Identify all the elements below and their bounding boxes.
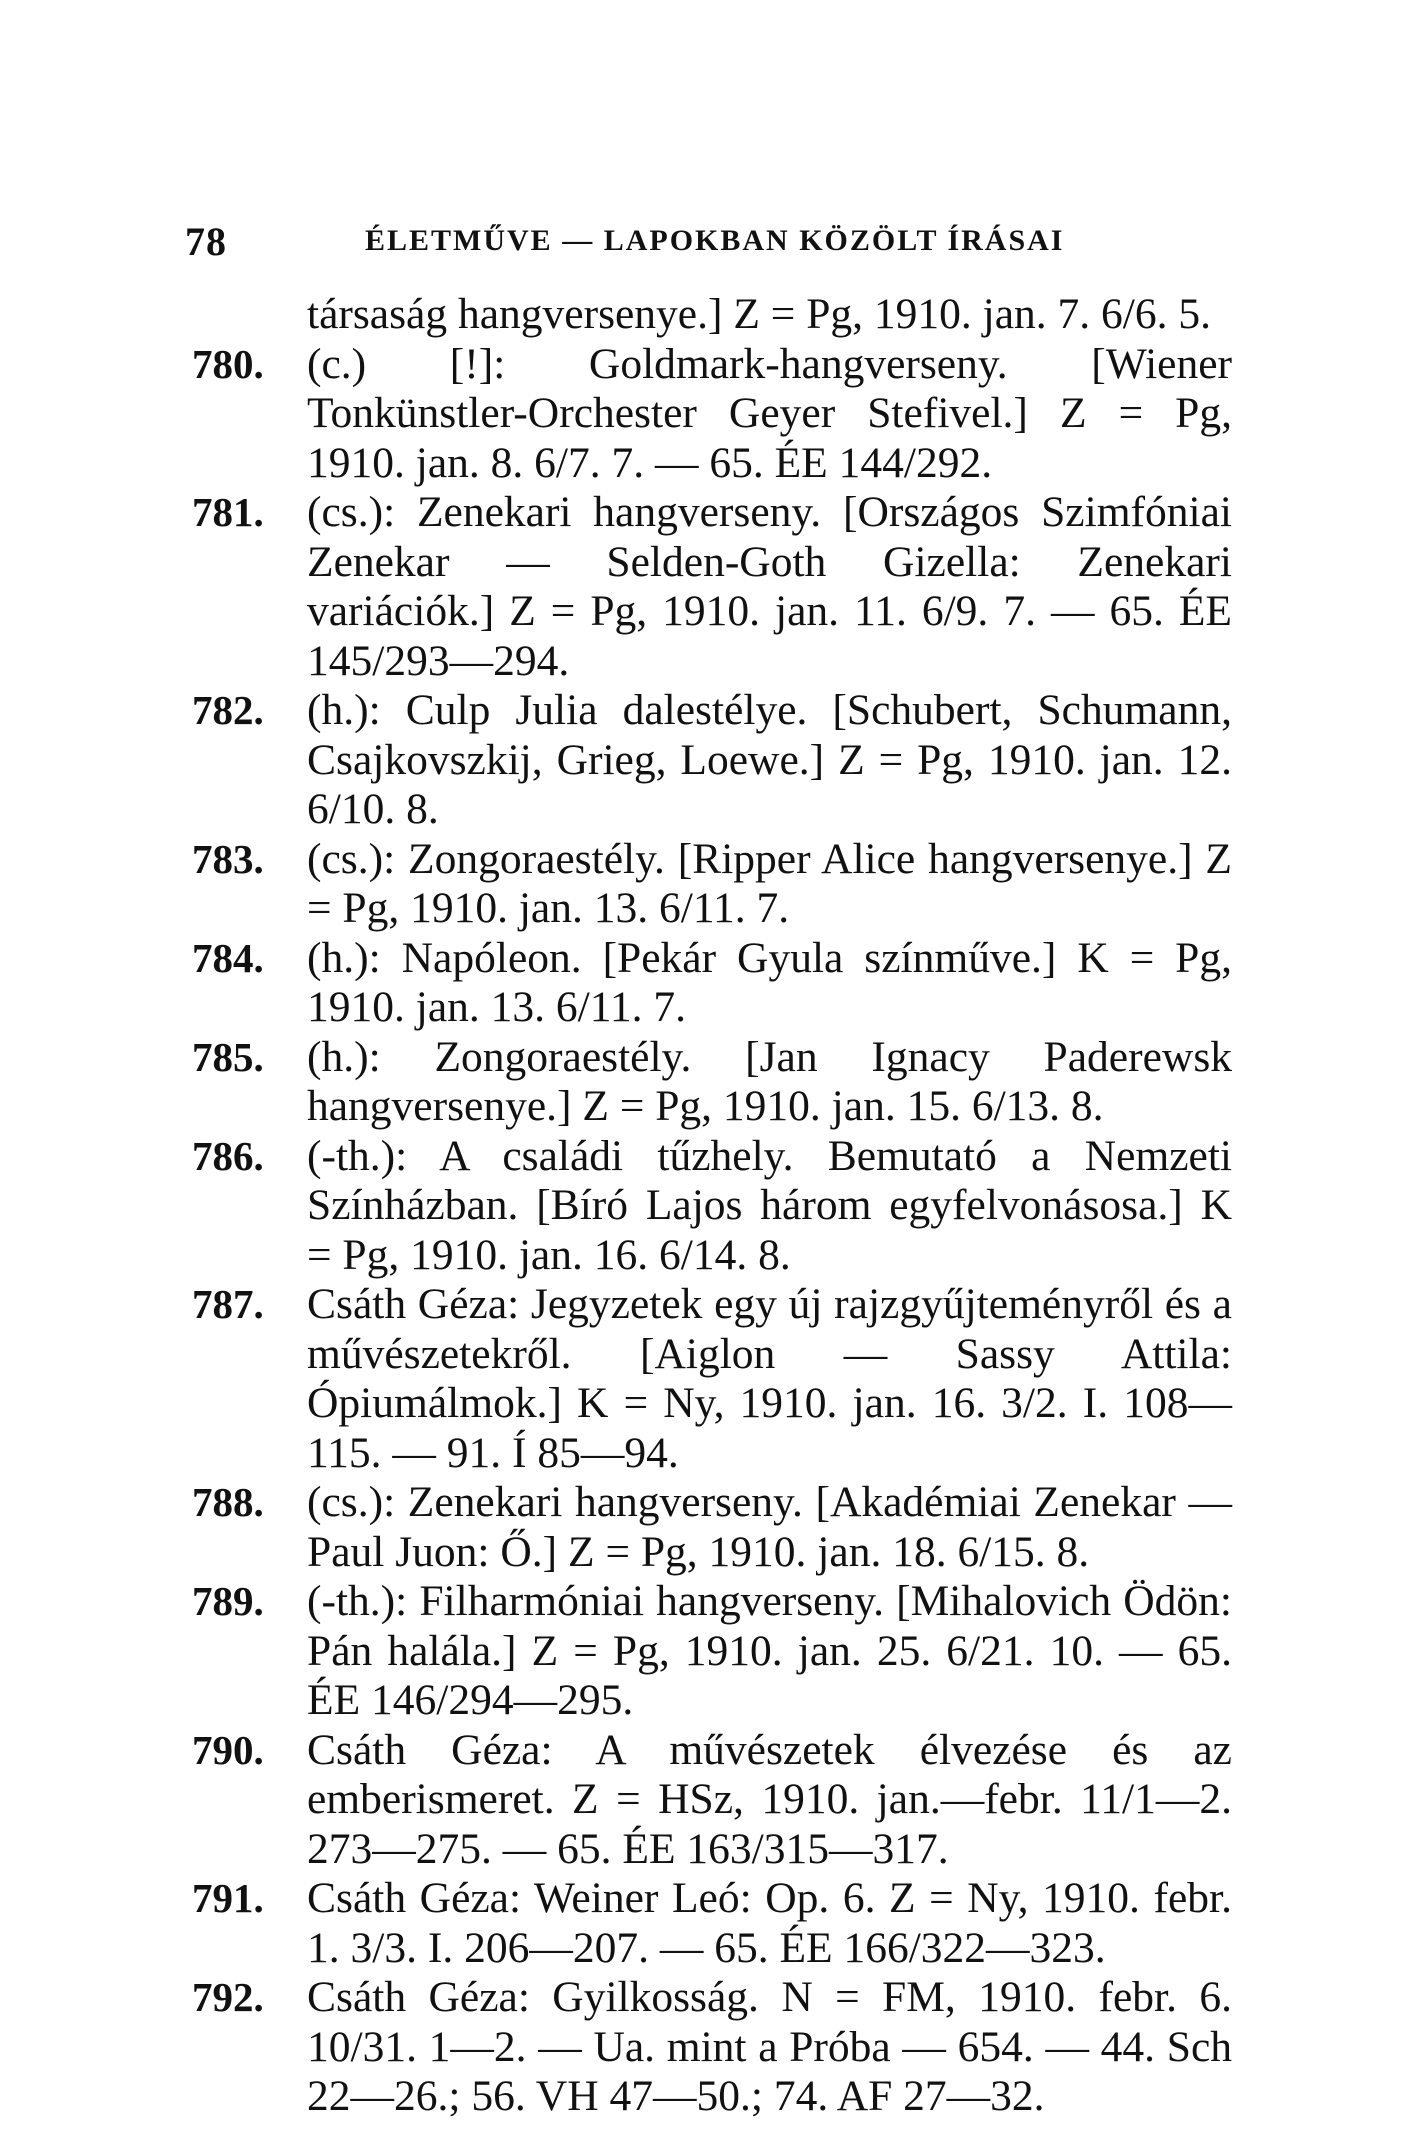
- entry-number: 783.: [192, 835, 264, 882]
- entry-number: 791.: [192, 1875, 264, 1921]
- entry-text: (h.): Napóleon. [Pekár Gyula színműve.] K = Pg, 1910. jan. 13. 6/11. 7.: [307, 933, 1232, 1031]
- entry-text: (h.): Zongoraestély. [Jan Ignacy Paderewsk hangversenye.] Z = Pg, 1910. jan. 15. 6/13. 8.: [307, 1032, 1232, 1130]
- bibliography-entry-783: [192, 835, 1232, 934]
- entry-text: Csáth Géza: A művészetek élvezése és az emberismeret. Z = HSz, 1910. jan.—febr. 11/1—2. 273—275. — 65. ÉE 163/315—317.: [307, 1725, 1232, 1873]
- entry-text: (-th.): Filharmóniai hangverseny. [Mihalovich Ödön: Pán halála.] Z = Pg, 1910. jan. 25. 6/21. 10. — 65. ÉE 146/294—295.: [307, 1577, 1232, 1724]
- entry-number: 784.: [192, 934, 264, 981]
- entry-text: (cs.): Zenekari hangverseny. [Országos Szimfóniai Zenekar — Selden-Goth Gizella: Zenekari variációk.] Z = Pg, 1910. jan. 11. 6/9. 7. — 65. ÉE 145/293—294.: [307, 488, 1232, 685]
- entry-text: Csáth Géza: Jegyzetek egy új rajzgyűjteményről és a művészetekről. [Aiglon — Sassy Attila: Ópiumálmok.] K = Ny, 1910. jan. 16. 3/2. I. 108—115. — 91. Í 85—94.: [307, 1280, 1232, 1477]
- running-head: ÉLETMŰVE — LAPOKBAN KÖZÖLT ÍRÁSAI: [365, 224, 1065, 257]
- entry-text: (cs.): Zongoraestély. [Ripper Alice hangversenye.] Z = Pg, 1910. jan. 13. 6/11. 7.: [307, 834, 1232, 932]
- bibliography-entry-788: [192, 1478, 1232, 1577]
- entry-number: 789.: [192, 1578, 264, 1624]
- continued-entry-text: társaság hangversenye.] Z = Pg, 1910. jan. 7. 6/6. 5.: [307, 290, 1212, 338]
- bibliography-entry-782: [192, 686, 1232, 835]
- entry-text: Csáth Géza: Gyilkosság. N = FM, 1910. febr. 6. 10/31. 1—2. — Ua. mint a Próba — 654. — 44. Sch 22—26.; 56. VH 47—50.; 74. AF 27—32.: [307, 1973, 1232, 2120]
- entry-text: (h.): Culp Julia dalestélye. [Schubert, Schumann, Csajkovszkij, Grieg, Loewe.] Z = Pg, 1910. jan. 12. 6/10. 8.: [307, 686, 1232, 833]
- entry-number: 785.: [192, 1033, 264, 1080]
- entry-number: 782.: [192, 687, 264, 733]
- bibliography-entry-787: [192, 1280, 1232, 1478]
- bibliography-entry-785: [192, 1033, 1232, 1132]
- entry-number: 792.: [192, 1974, 264, 2020]
- bibliography-entry-792: [192, 1973, 1232, 2122]
- bibliography-entry-789: [192, 1577, 1232, 1726]
- page-number: 78: [185, 219, 227, 264]
- entry-number: 780.: [192, 340, 264, 387]
- bibliography-entry-781: [192, 488, 1232, 686]
- entry-text: (cs.): Zenekari hangverseny. [Akadémiai Zenekar — Paul Juon: Ő.] Z = Pg, 1910. jan. 18. 6/15. 8.: [307, 1478, 1232, 1576]
- entry-text: Csáth Géza: Weiner Leó: Op. 6. Z = Ny, 1910. febr. 1. 3/3. I. 206—207. — 65. ÉE 166/322—323.: [307, 1874, 1232, 1972]
- entry-number: 781.: [192, 489, 264, 535]
- entry-text: (c.) [!]: Goldmark-hangverseny. [Wiener Tonkünstler-Orchester Geyer Stefivel.] Z = Pg, 1910. jan. 8. 6/7. 7. — 65. ÉE 144/292.: [307, 339, 1232, 487]
- entry-number: 790.: [192, 1726, 264, 1773]
- bibliography-entry-786: [192, 1132, 1232, 1281]
- entry-number: 788.: [192, 1479, 264, 1525]
- bibliography-list: [192, 290, 1232, 2122]
- bibliography-entry-791: [192, 1874, 1232, 1973]
- bibliography-entry-780: [192, 340, 1232, 489]
- bibliography-entry-784: [192, 934, 1232, 1033]
- entry-text: (-th.): A családi tűzhely. Bemutató a Nemzeti Színházban. [Bíró Lajos három egyfelvonásosa.] K = Pg, 1910. jan. 16. 6/14. 8.: [307, 1131, 1232, 1279]
- entry-number: 786.: [192, 1132, 264, 1179]
- entry-number: 787.: [192, 1281, 264, 1327]
- bibliography-entry-790: [192, 1726, 1232, 1875]
